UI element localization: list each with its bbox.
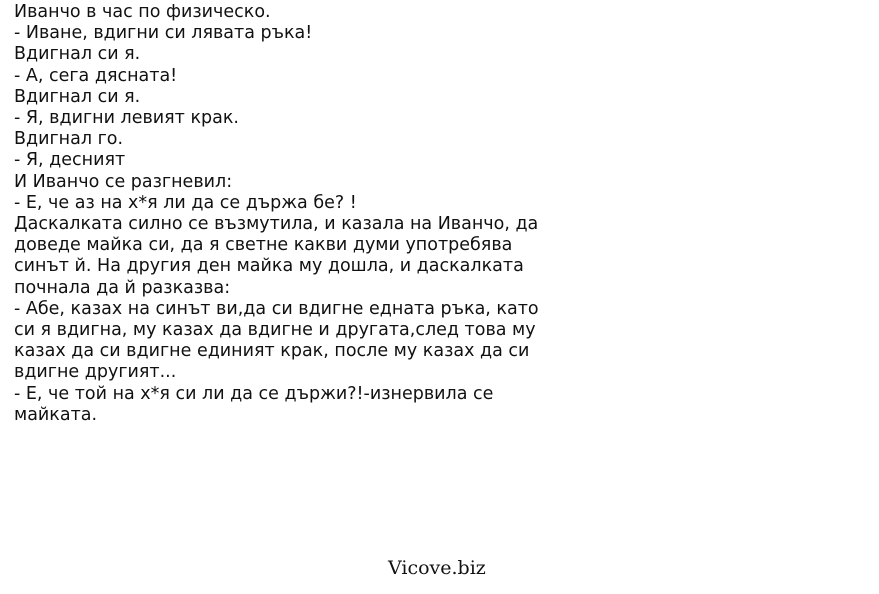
joke-line: вдигне другият... [14,362,177,383]
joke-line: - Иване, вдигни си лявата ръка! [14,23,313,44]
joke-line: си я вдигна, му казах да вдигне и другата,след това му [14,320,536,341]
joke-line: И Иванчо се разгневил: [14,171,233,192]
joke-line: почнала да й разказва: [14,277,231,298]
joke-text [14,2,874,426]
joke-line: доведе майка си, да я светне какви думи употребява [14,235,513,256]
joke-line: синът й. На другия ден майка му дошла, и даскалката [14,256,524,277]
joke-line: казах да си вдигне единият крак, после му казах да си [14,341,530,362]
joke-line: - Я, десният [14,150,126,171]
joke-line: Иванчо в час по физическо. [14,2,271,22]
joke-line: - А, сега дясната! [14,65,178,86]
joke-line: Даскалката силно се възмутила, и казала на Иванчо, да [14,214,539,235]
joke-line: майката. [14,404,98,425]
joke-line: - Е, че аз на х*я ли да се държа бе? ! [14,192,357,213]
site-watermark: Vicove.biz [388,557,486,579]
joke-line: - Е, че той на х*я си ли да се държи?!-изнервила се [14,383,494,404]
joke-line: Вдигнал си я. [14,44,141,65]
joke-line: Вдигнал го. [14,129,124,150]
joke-line: Вдигнал си я. [14,86,141,107]
joke-line: - Абе, казах на синът ви,да си вдигне едната ръка, като [14,298,539,319]
joke-line: - Я, вдигни левият крак. [14,108,239,129]
